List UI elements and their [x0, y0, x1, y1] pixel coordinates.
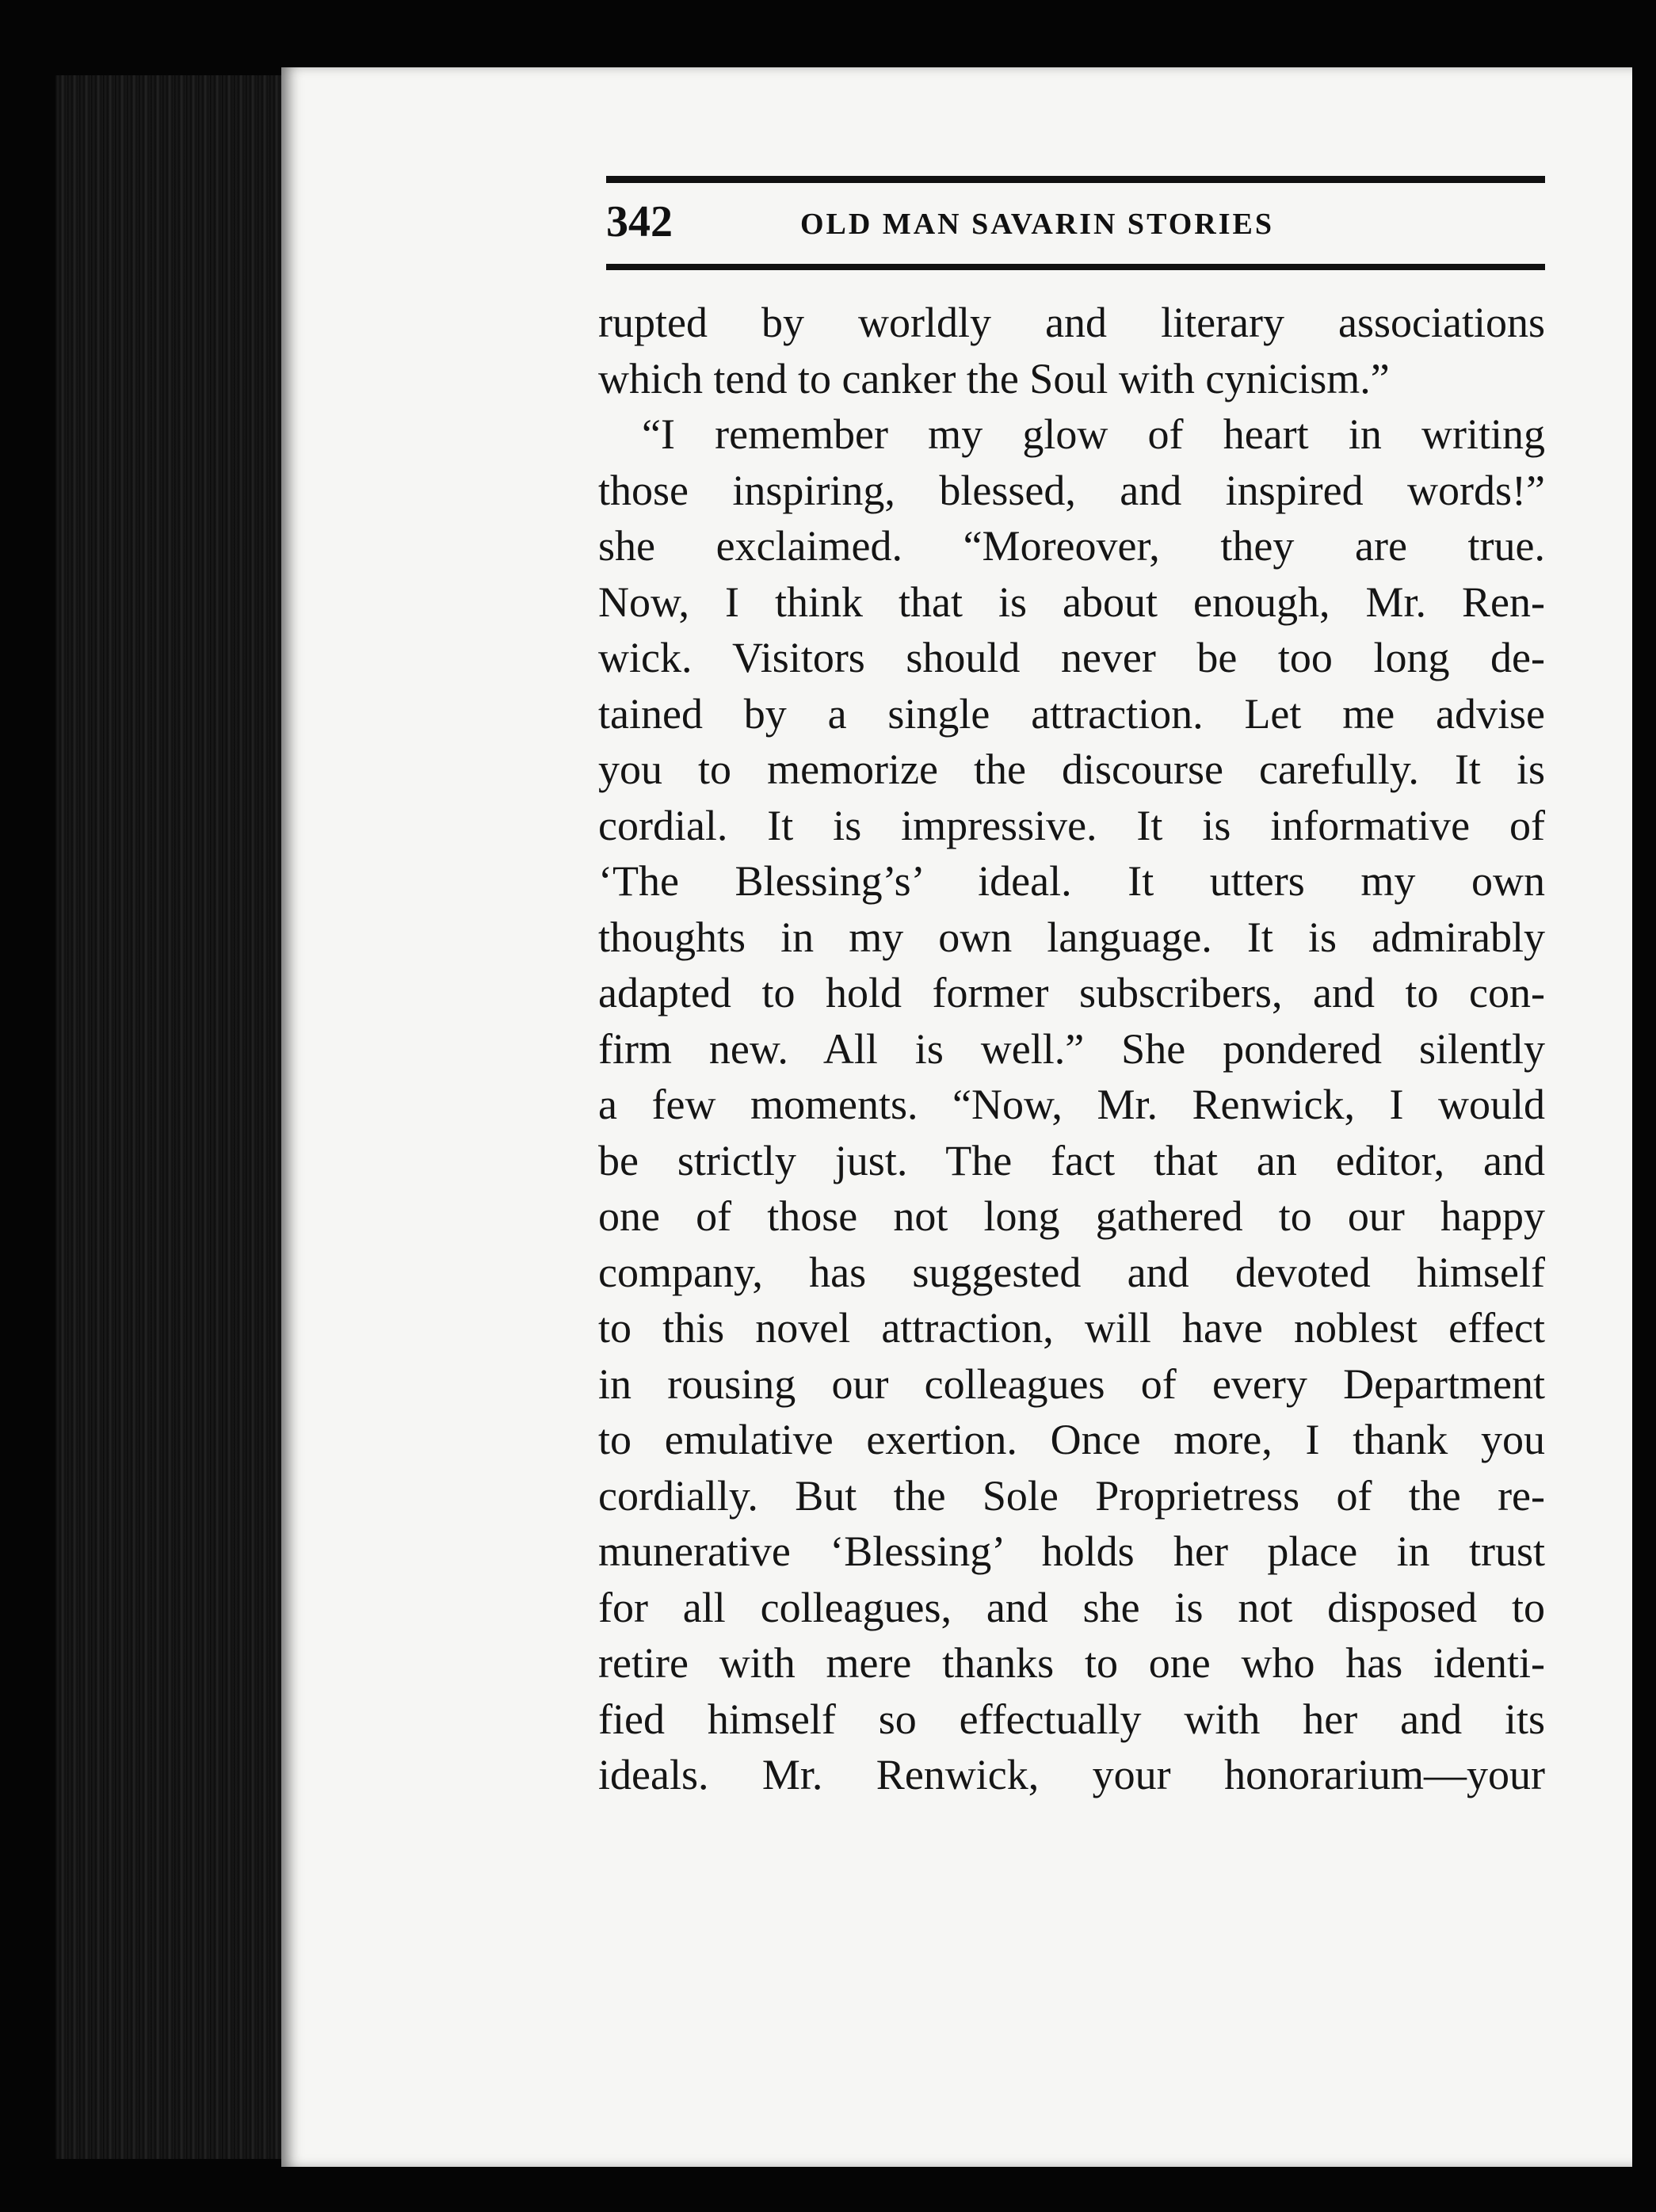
text-line: firm new. All is well.” She pondered silently	[598, 1024, 1545, 1073]
text-line: to this novel attraction, will have noblest effect	[598, 1304, 1545, 1352]
text-line: those inspiring, blessed, and inspired words!”	[598, 466, 1545, 514]
text-line: adapted to hold former subscribers, and to con-	[598, 969, 1545, 1016]
text-line: company, has suggested and devoted himself	[598, 1248, 1545, 1296]
text-line: you to memorize the discourse carefully. It is	[598, 746, 1545, 793]
text-line: ideals. Mr. Renwick, your honorarium—your	[598, 1751, 1545, 1798]
text-line: munerative ‘Blessing’ holds her place in trust	[598, 1527, 1545, 1575]
text-line: retire with mere thanks to one who has identi-	[598, 1639, 1545, 1687]
text-line: she exclaimed. “Moreover, they are true.	[598, 522, 1545, 570]
header-rule-bottom	[606, 264, 1545, 270]
running-title: OLD MAN SAVARIN STORIES	[800, 208, 1274, 241]
text-line: rupted by worldly and literary associations	[598, 299, 1545, 346]
text-line: a few moments. “Now, Mr. Renwick, I would	[598, 1081, 1545, 1128]
text-line: to emulative exertion. Once more, I thank you	[598, 1416, 1545, 1463]
text-line: tained by a single attraction. Let me advise	[598, 689, 1545, 738]
text-line: for all colleagues, and she is not disposed to	[598, 1583, 1545, 1631]
text-line: cordially. But the Sole Proprietress of the re-	[598, 1471, 1545, 1520]
header-rule-top	[606, 176, 1545, 183]
text-line: wick. Visitors should never be too long de-	[598, 634, 1545, 681]
text-line: which tend to canker the Soul with cynicism.”	[598, 354, 1390, 402]
body-text	[598, 295, 1545, 1803]
text-line: be strictly just. The fact that an editor, and	[598, 1136, 1545, 1184]
book-page-edges	[55, 75, 293, 2159]
text-line: ‘The Blessing’s’ ideal. It utters my own	[598, 857, 1545, 905]
text-line: Now, I think that is about enough, Mr. Ren-	[598, 578, 1545, 626]
text-line: in rousing our colleagues of every Department	[598, 1360, 1545, 1408]
page-header	[606, 194, 1545, 257]
text-line: cordial. It is impressive. It is informative of	[598, 801, 1545, 849]
text-line: thoughts in my own language. It is admirably	[598, 913, 1545, 961]
text-line: “I remember my glow of heart in writing	[642, 410, 1545, 458]
text-line: one of those not long gathered to our happy	[598, 1192, 1545, 1240]
page-number: 342	[606, 197, 673, 246]
text-line: fied himself so effectually with her and its	[598, 1695, 1545, 1743]
